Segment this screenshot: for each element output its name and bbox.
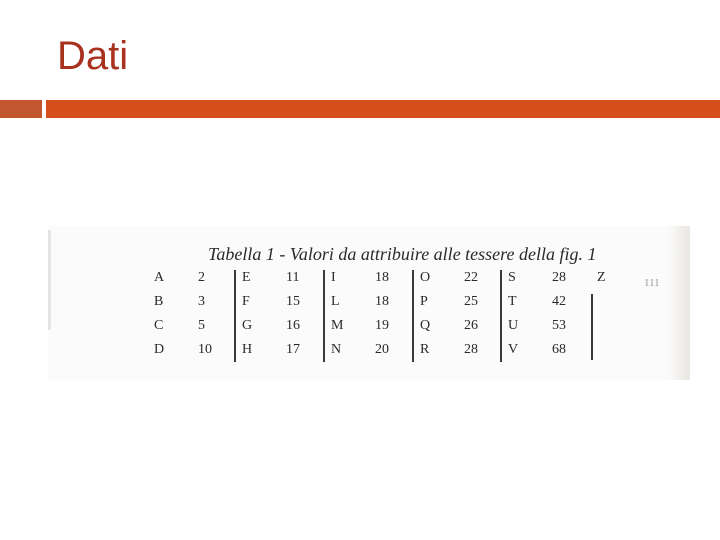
table-letter: B bbox=[154, 294, 164, 309]
table-letter: L bbox=[331, 294, 340, 309]
table-letter: Z bbox=[597, 270, 606, 285]
table-letter: G bbox=[242, 318, 253, 333]
table-divider bbox=[500, 270, 502, 362]
table-value: 42 bbox=[552, 294, 566, 309]
accent-bar-left bbox=[0, 100, 42, 118]
table-value: 53 bbox=[552, 318, 566, 333]
table-value: 5 bbox=[198, 318, 205, 333]
table-divider bbox=[591, 294, 593, 360]
table-value: 18 bbox=[375, 294, 389, 309]
table-value: 16 bbox=[286, 318, 300, 333]
table-letter: T bbox=[508, 294, 517, 309]
table-letter: I bbox=[331, 270, 336, 285]
table-caption: Tabella 1 - Valori da attribuire alle tessere della fig. 1 bbox=[208, 244, 597, 264]
table-letter: R bbox=[420, 342, 430, 357]
table-letter: V bbox=[508, 342, 519, 357]
table-value: 20 bbox=[375, 342, 389, 357]
table-value: 28 bbox=[464, 342, 478, 357]
table-letter: U bbox=[508, 318, 519, 333]
scanned-table-image bbox=[48, 226, 690, 380]
values-table bbox=[48, 270, 690, 366]
table-letter: F bbox=[242, 294, 250, 309]
table-value: 26 bbox=[464, 318, 478, 333]
table-value: 25 bbox=[464, 294, 478, 309]
table-letter: E bbox=[242, 270, 251, 285]
accent-bar bbox=[46, 100, 720, 118]
table-letter: C bbox=[154, 318, 164, 333]
page-number: 111 bbox=[644, 277, 660, 289]
table-letter: N bbox=[331, 342, 342, 357]
table-value: 22 bbox=[464, 270, 478, 285]
table-divider bbox=[323, 270, 325, 362]
table-value: 3 bbox=[198, 294, 205, 309]
table-value: 11 bbox=[286, 270, 300, 285]
table-value: 10 bbox=[198, 342, 212, 357]
table-letter: D bbox=[154, 342, 165, 357]
table-letter: A bbox=[154, 270, 165, 285]
slide-title: Dati bbox=[57, 34, 129, 78]
table-value: 19 bbox=[375, 318, 389, 333]
table-letter: H bbox=[242, 342, 253, 357]
table-value: 15 bbox=[286, 294, 300, 309]
table-letter: M bbox=[331, 318, 344, 333]
table-letter: P bbox=[420, 294, 428, 309]
table-letter: O bbox=[420, 270, 431, 285]
table-value: 68 bbox=[552, 342, 566, 357]
table-value: 18 bbox=[375, 270, 389, 285]
table-value: 28 bbox=[552, 270, 566, 285]
table-divider bbox=[234, 270, 236, 362]
table-value: 2 bbox=[198, 270, 205, 285]
table-letter: S bbox=[508, 270, 516, 285]
table-letter: Q bbox=[420, 318, 431, 333]
table-value: 17 bbox=[286, 342, 300, 357]
table-divider bbox=[412, 270, 414, 362]
